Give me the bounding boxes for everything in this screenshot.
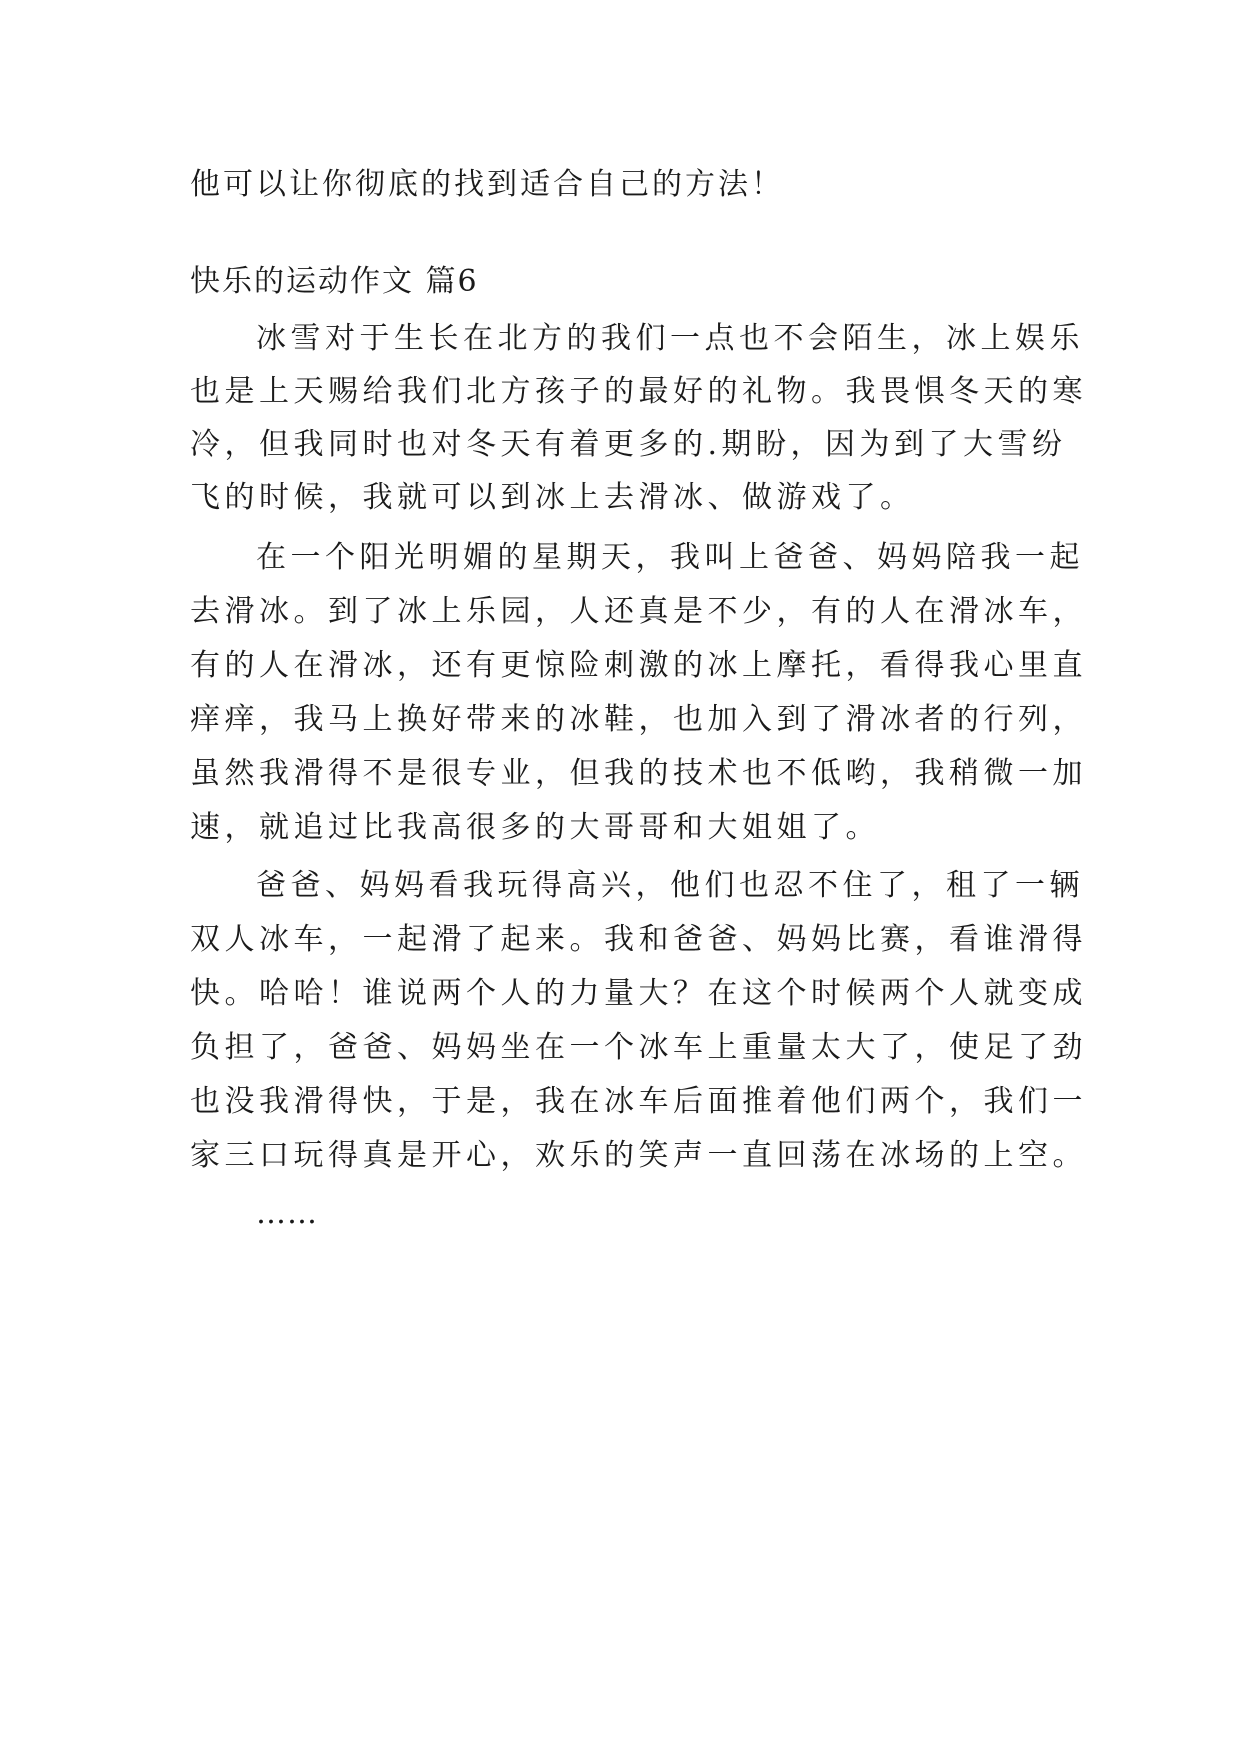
paragraph-line: 双人冰车，一起滑了起来。我和爸爸、妈妈比赛，看谁滑得 bbox=[190, 922, 1087, 957]
paragraph-line: 家三口玩得真是开心，欢乐的笑声一直回荡在冰场的上空。 bbox=[190, 1138, 1087, 1173]
paragraph-line: 快。哈哈！谁说两个人的力量大？在这个时候两个人就变成 bbox=[190, 976, 1087, 1011]
paragraph-line: …… bbox=[256, 1196, 318, 1231]
paragraph-line: 速，就追过比我高很多的大哥哥和大姐姐了。 bbox=[190, 810, 880, 845]
paragraph-line: 飞的时候，我就可以到冰上去滑冰、做游戏了。 bbox=[190, 480, 915, 515]
continued-line: 他可以让你彻底的找到适合自己的方法！ bbox=[190, 167, 784, 202]
paragraph-line: 负担了，爸爸、妈妈坐在一个冰车上重量太大了，使足了劲 bbox=[190, 1030, 1087, 1065]
section-heading: 快乐的运动作文 篇6 bbox=[190, 264, 479, 299]
paragraph-line: 爸爸、妈妈看我玩得高兴，他们也忍不住了，租了一辆 bbox=[256, 868, 1084, 903]
paragraph-line: 也是上天赐给我们北方孩子的最好的礼物。我畏惧冬天的寒 bbox=[190, 374, 1087, 409]
paragraph-line: 冷，但我同时也对冬天有着更多的.期盼，因为到了大雪纷 bbox=[190, 427, 1067, 462]
paragraph-line: 去滑冰。到了冰上乐园，人还真是不少，有的人在滑冰车， bbox=[190, 594, 1087, 629]
paragraph-line: 虽然我滑得不是很专业，但我的技术也不低哟，我稍微一加 bbox=[190, 756, 1087, 791]
paragraph-line: 有的人在滑冰，还有更惊险刺激的冰上摩托，看得我心里直 bbox=[190, 648, 1087, 683]
paragraph-line: 在一个阳光明媚的星期天，我叫上爸爸、妈妈陪我一起 bbox=[256, 540, 1084, 575]
paragraph-line: 也没我滑得快，于是，我在冰车后面推着他们两个，我们一 bbox=[190, 1084, 1087, 1119]
paragraph-line: 冰雪对于生长在北方的我们一点也不会陌生，冰上娱乐 bbox=[256, 321, 1084, 356]
paragraph-line: 痒痒，我马上换好带来的冰鞋，也加入到了滑冰者的行列， bbox=[190, 702, 1087, 737]
